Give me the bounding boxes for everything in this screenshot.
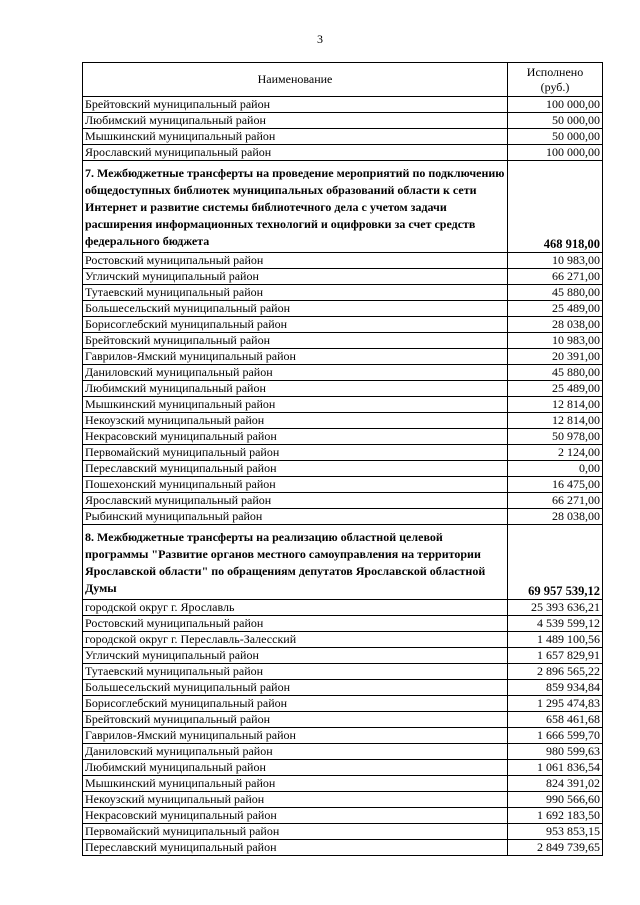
- table-body: [83, 97, 603, 856]
- amount-value: 953 853,15: [508, 824, 603, 840]
- district-name: Брейтовский муниципальный район: [83, 333, 508, 349]
- table-row: [83, 509, 603, 525]
- table-row: [83, 840, 603, 856]
- amount-value: 100 000,00: [508, 145, 603, 161]
- amount-value: 50 000,00: [508, 129, 603, 145]
- table-row: [83, 145, 603, 161]
- table-row: [83, 381, 603, 397]
- amount-value: 25 393 636,21: [508, 600, 603, 616]
- district-name: Некрасовский муниципальный район: [83, 429, 508, 445]
- table-row: [83, 648, 603, 664]
- section-total: 69 957 539,12: [508, 525, 603, 600]
- district-name: Некоузский муниципальный район: [83, 413, 508, 429]
- amount-value: 28 038,00: [508, 317, 603, 333]
- district-name: Ростовский муниципальный район: [83, 253, 508, 269]
- page-number: 3: [317, 32, 323, 46]
- district-name: Мышкинский муниципальный район: [83, 776, 508, 792]
- table-row: [83, 253, 603, 269]
- table-row: [83, 269, 603, 285]
- table-row: [83, 808, 603, 824]
- section-title: 7. Межбюджетные трансферты на проведение мероприятий по подключению общедоступных библиотек муниципальных образований области к сети Интернет и развитие системы библиотечного дела с учетом задачи расширения информационных технологий и оцифровки за счет средств федерального бюджета: [83, 161, 508, 253]
- table-row: [83, 365, 603, 381]
- table-row: [83, 616, 603, 632]
- amount-value: 10 983,00: [508, 333, 603, 349]
- district-name: Переславский муниципальный район: [83, 461, 508, 477]
- table-row: [83, 461, 603, 477]
- table-row: [83, 413, 603, 429]
- column-header-amount-line2: (руб.): [540, 79, 570, 94]
- amount-value: 25 489,00: [508, 301, 603, 317]
- table-header-row: [83, 63, 603, 97]
- amount-value: 658 461,68: [508, 712, 603, 728]
- amount-value: 859 934,84: [508, 680, 603, 696]
- district-name: Рыбинский муниципальный район: [83, 509, 508, 525]
- table-row: [83, 349, 603, 365]
- district-name: Мышкинский муниципальный район: [83, 397, 508, 413]
- table-row: [83, 824, 603, 840]
- table-row: [83, 712, 603, 728]
- district-name: Любимский муниципальный район: [83, 381, 508, 397]
- district-name: Угличский муниципальный район: [83, 269, 508, 285]
- district-name: городской округ г. Ярославль: [83, 600, 508, 616]
- amount-value: 2 124,00: [508, 445, 603, 461]
- table-row: [83, 728, 603, 744]
- amount-value: 25 489,00: [508, 381, 603, 397]
- district-name: Гаврилов-Ямский муниципальный район: [83, 728, 508, 744]
- district-name: Борисоглебский муниципальный район: [83, 696, 508, 712]
- district-name: Любимский муниципальный район: [83, 760, 508, 776]
- district-name: Угличский муниципальный район: [83, 648, 508, 664]
- table-row: [83, 397, 603, 413]
- table-row: [83, 760, 603, 776]
- table-row: [83, 680, 603, 696]
- table-row: [83, 477, 603, 493]
- table-row: [83, 696, 603, 712]
- district-name: Мышкинский муниципальный район: [83, 129, 508, 145]
- table-row: [83, 129, 603, 145]
- district-name: Переславский муниципальный район: [83, 840, 508, 856]
- amount-value: 1 489 100,56: [508, 632, 603, 648]
- amount-value: 980 599,63: [508, 744, 603, 760]
- table-row: [83, 285, 603, 301]
- district-name: Первомайский муниципальный район: [83, 445, 508, 461]
- amount-value: 1 295 474,83: [508, 696, 603, 712]
- district-name: городской округ г. Переславль-Залесский: [83, 632, 508, 648]
- district-name: Любимский муниципальный район: [83, 113, 508, 129]
- district-name: Некоузский муниципальный район: [83, 792, 508, 808]
- amount-value: 50 978,00: [508, 429, 603, 445]
- district-name: Гаврилов-Ямский муниципальный район: [83, 349, 508, 365]
- district-name: Большесельский муниципальный район: [83, 680, 508, 696]
- table-row: [83, 317, 603, 333]
- amount-value: 100 000,00: [508, 97, 603, 113]
- table-row: [83, 301, 603, 317]
- district-name: Брейтовский муниципальный район: [83, 97, 508, 113]
- table-row: [83, 445, 603, 461]
- district-name: Борисоглебский муниципальный район: [83, 317, 508, 333]
- section-row: [83, 161, 603, 253]
- table-row: [83, 792, 603, 808]
- amount-value: 50 000,00: [508, 113, 603, 129]
- table-row: [83, 113, 603, 129]
- table-row: [83, 664, 603, 680]
- amount-value: 45 880,00: [508, 285, 603, 301]
- district-name: Ярославский муниципальный район: [83, 145, 508, 161]
- amount-value: 1 692 183,50: [508, 808, 603, 824]
- amount-value: 12 814,00: [508, 413, 603, 429]
- table-row: [83, 600, 603, 616]
- table-row: [83, 429, 603, 445]
- amount-value: 12 814,00: [508, 397, 603, 413]
- amount-value: 2 849 739,65: [508, 840, 603, 856]
- table-row: [83, 744, 603, 760]
- district-name: Большесельский муниципальный район: [83, 301, 508, 317]
- amount-value: 10 983,00: [508, 253, 603, 269]
- amount-value: 1 666 599,70: [508, 728, 603, 744]
- district-name: Даниловский муниципальный район: [83, 744, 508, 760]
- amount-value: 1 061 836,54: [508, 760, 603, 776]
- budget-table: [82, 62, 603, 856]
- section-total: 468 918,00: [508, 161, 603, 253]
- district-name: Ярославский муниципальный район: [83, 493, 508, 509]
- amount-value: 66 271,00: [508, 493, 603, 509]
- column-header-name: Наименование: [83, 63, 508, 97]
- amount-value: 4 539 599,12: [508, 616, 603, 632]
- district-name: Даниловский муниципальный район: [83, 365, 508, 381]
- amount-value: 824 391,02: [508, 776, 603, 792]
- district-name: Первомайский муниципальный район: [83, 824, 508, 840]
- table-row: [83, 632, 603, 648]
- table-row: [83, 333, 603, 349]
- table-row: [83, 97, 603, 113]
- amount-value: 1 657 829,91: [508, 648, 603, 664]
- amount-value: 16 475,00: [508, 477, 603, 493]
- district-name: Брейтовский муниципальный район: [83, 712, 508, 728]
- amount-value: 0,00: [508, 461, 603, 477]
- amount-value: 45 880,00: [508, 365, 603, 381]
- amount-value: 990 566,60: [508, 792, 603, 808]
- district-name: Некрасовский муниципальный район: [83, 808, 508, 824]
- amount-value: 28 038,00: [508, 509, 603, 525]
- table-row: [83, 776, 603, 792]
- district-name: Ростовский муниципальный район: [83, 616, 508, 632]
- column-header-amount: [508, 63, 603, 97]
- amount-value: 66 271,00: [508, 269, 603, 285]
- district-name: Пошехонский муниципальный район: [83, 477, 508, 493]
- column-header-amount-line1: Исполнено: [526, 64, 584, 79]
- section-title: 8. Межбюджетные трансферты на реализацию областной целевой программы "Развитие органов местного самоуправления на территории Ярославской области" по обращениям депутатов Ярославской областной Думы: [83, 525, 508, 600]
- section-row: [83, 525, 603, 600]
- amount-value: 2 896 565,22: [508, 664, 603, 680]
- amount-value: 20 391,00: [508, 349, 603, 365]
- district-name: Тутаевский муниципальный район: [83, 664, 508, 680]
- table-row: [83, 493, 603, 509]
- district-name: Тутаевский муниципальный район: [83, 285, 508, 301]
